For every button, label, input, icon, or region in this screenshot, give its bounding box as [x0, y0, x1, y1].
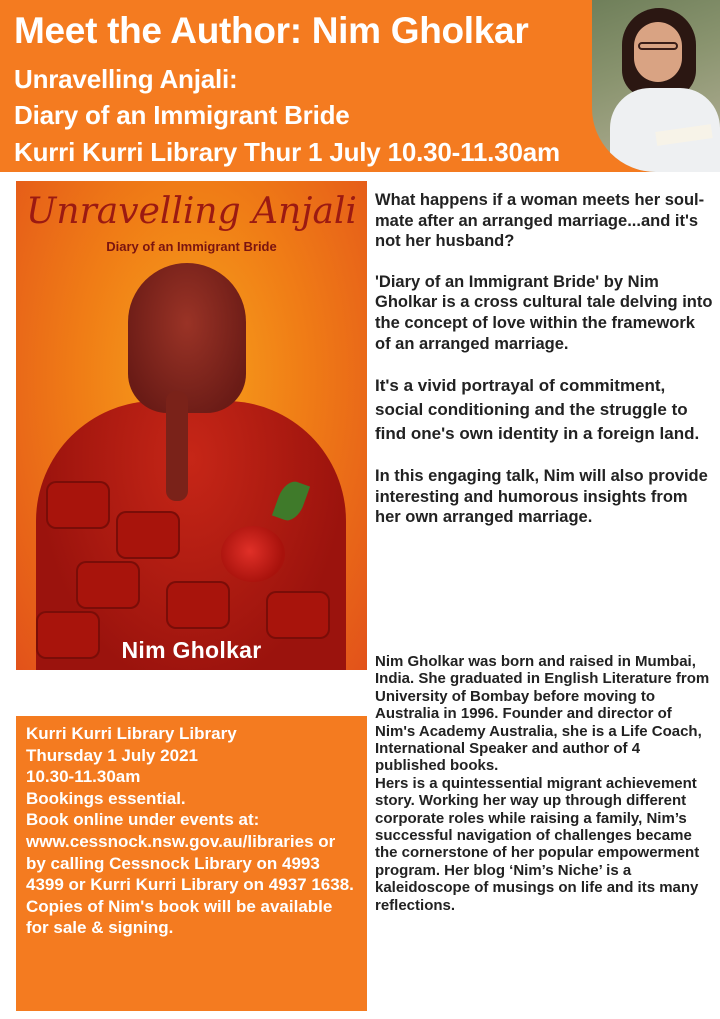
description-paragraph-2: 'Diary of an Immigrant Bride' by Nim Gholkar is a cross cultural tale delving into the concept of love within the framework of an arranged marriage.: [375, 272, 713, 353]
page-title: Meet the Author: Nim Gholkar: [14, 10, 529, 51]
rose-icon: [221, 526, 285, 582]
event-details: [16, 716, 367, 1011]
puzzle-piece: [46, 481, 110, 529]
event-booking-info: Book online under events at: www.cessnock.nsw.gov.au/libraries or by calling Cessnock Library on 4993 4399 or Kurri Kurri Library on 4937 1638.: [26, 810, 354, 895]
event-time: 10.30-11.30am: [26, 767, 141, 787]
event-venue: Kurri Kurri Library Library: [26, 724, 237, 743]
author-photo: [592, 0, 720, 172]
event-bookings: Bookings essential.: [26, 788, 186, 808]
event-summary: Kurri Kurri Library Thur 1 July 10.30-11.30am: [14, 137, 560, 167]
cover-figure-hair: [128, 263, 246, 413]
cover-subtitle: Diary of an Immigrant Bride: [106, 239, 277, 254]
puzzle-piece: [116, 511, 180, 559]
bio-paragraph-1: Nim Gholkar was born and raised in Mumbai, India. She graduated in English Literature from University of Bombay before moving to Australia in 1996. Founder and director of Nim's Academy Australia, she is a Life Coach, International Speaker and author of 4 published books.: [375, 653, 710, 775]
description-paragraph-4: In this engaging talk, Nim will also provide interesting and humorous insights from her own arranged marriage.: [375, 467, 708, 527]
event-copies: Copies of Nim's book will be available for sale & signing.: [26, 896, 333, 938]
puzzle-piece: [166, 581, 230, 629]
cover-figure-braid: [166, 391, 188, 501]
event-date: Thursday 1 July 2021: [26, 745, 198, 765]
cover-author: Nim Gholkar: [121, 637, 262, 663]
description-paragraph-3: It's a vivid portrayal of commitment, social conditioning and the struggle to find one's own identity in a foreign land.: [375, 376, 700, 444]
description-paragraph-1: What happens if a woman meets her soul-mate after an arranged marriage...and it's not her husband?: [375, 191, 705, 251]
book-description: [375, 190, 715, 528]
header-banner: [0, 0, 720, 172]
puzzle-piece: [76, 561, 140, 609]
book-subtitle: Diary of an Immigrant Bride: [14, 100, 350, 130]
puzzle-piece: [266, 591, 330, 639]
bio-paragraph-2: Hers is a quintessential migrant achievement story. Working her way up through different corporate roles while raising a family, Nim’s successful navigation of challenges became the cornerstone of her popular empowerment program. Her blog ‘Nim’s Niche’ is a kaleidoscope of musings on life and its many reflections.: [375, 774, 700, 914]
book-cover: [16, 181, 367, 670]
cover-title: Unravelling Anjali: [26, 191, 357, 232]
author-bio: [375, 653, 715, 914]
book-title: Unravelling Anjali:: [14, 64, 238, 94]
